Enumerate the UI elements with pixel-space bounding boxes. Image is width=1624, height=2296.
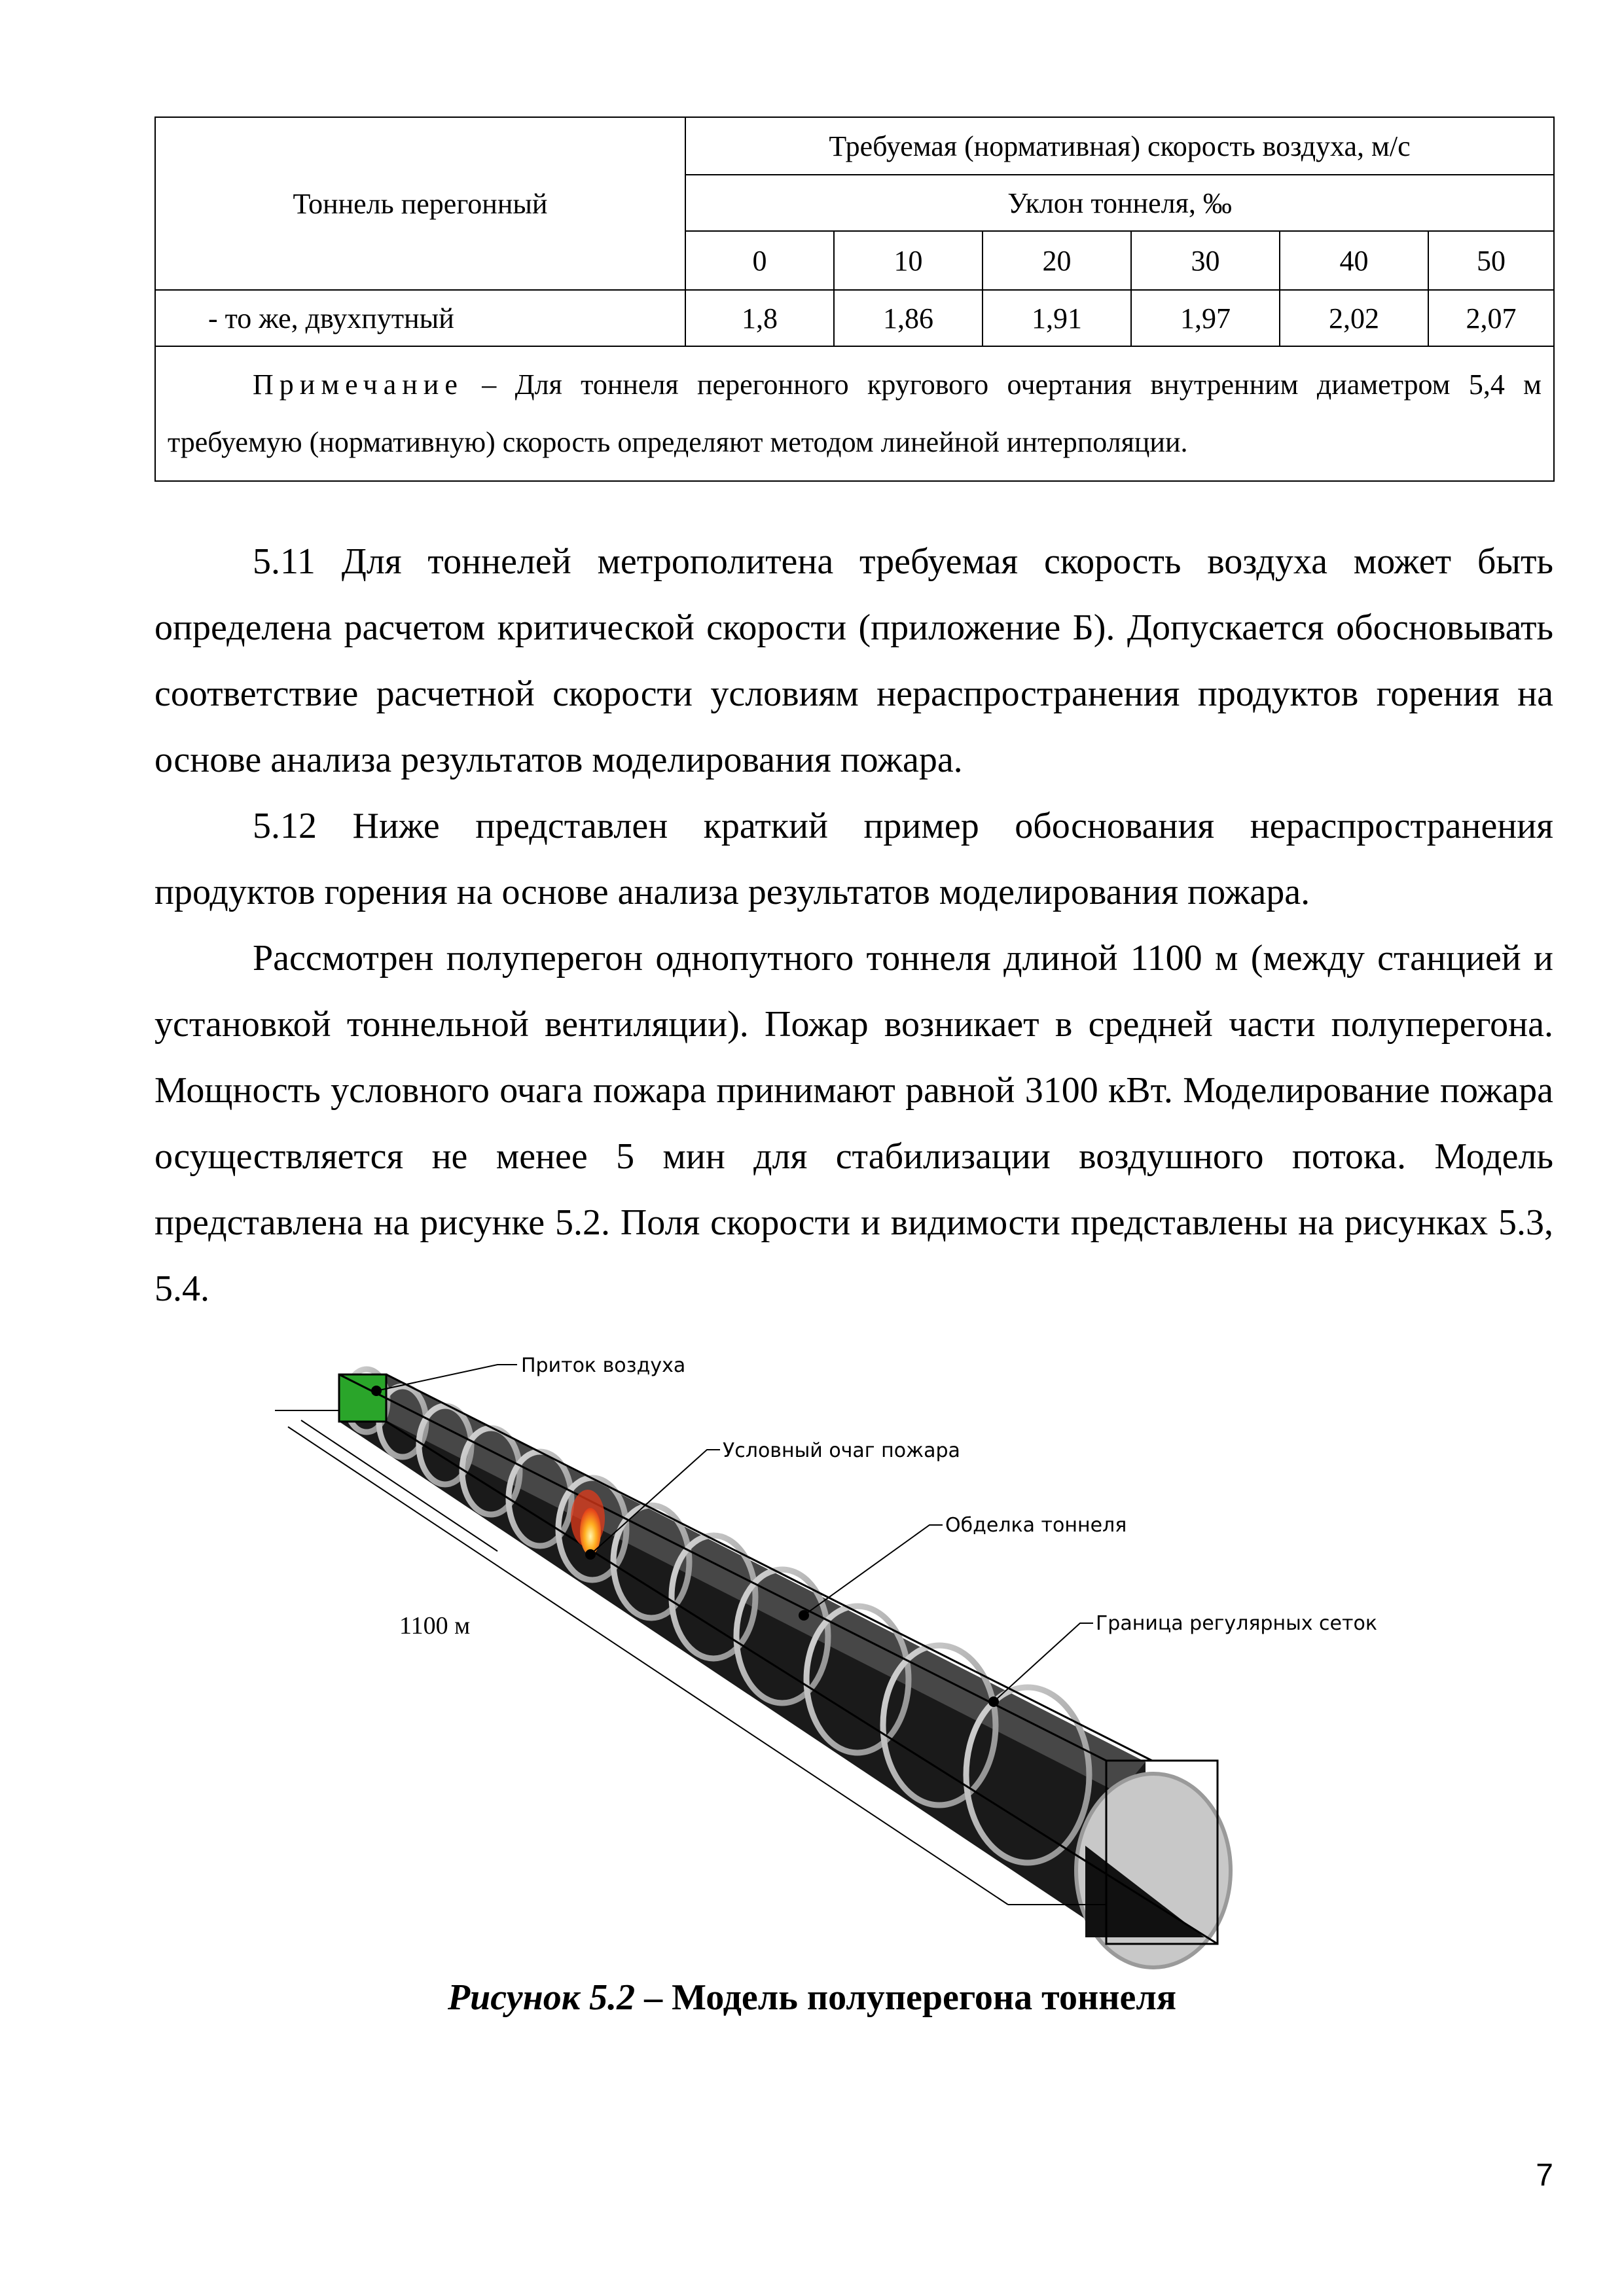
value-cell: 1,97 xyxy=(1131,290,1280,346)
tunnel-model-drawing xyxy=(262,1335,1440,1990)
slope-cell: 30 xyxy=(1131,231,1280,290)
row-label: - то же, двухпутный xyxy=(155,290,685,346)
value-cell: 2,07 xyxy=(1428,290,1554,346)
label-air-inflow: Приток воздуха xyxy=(521,1354,686,1377)
note-label: Примечание xyxy=(253,368,463,401)
value-cell: 1,91 xyxy=(983,290,1131,346)
slope-cell: 20 xyxy=(983,231,1131,290)
tunnel-model-figure xyxy=(262,1335,1440,1990)
slope-header: Уклон тоннеля, ‰ xyxy=(685,175,1554,231)
label-fire-source: Условный очаг пожара xyxy=(723,1439,960,1462)
air-inflow-box xyxy=(339,1374,386,1422)
label-length: 1100 м xyxy=(399,1612,471,1640)
slope-cell: 10 xyxy=(834,231,983,290)
slope-cell: 40 xyxy=(1280,231,1428,290)
table-note xyxy=(155,346,1554,481)
figure-caption xyxy=(0,1977,1624,2018)
value-cell: 1,8 xyxy=(685,290,834,346)
paragraph-5-11: 5.11 Для тоннелей метрополитена требуемая скорость воздуха может быть определена расчетом критической скорости (приложение Б). Допускается обосновывать соответствие расчетной скорости условиям нераспространения продуктов горения на основе анализа результатов моделирования пожара. xyxy=(154,541,1553,780)
label-mesh-boundary: Граница регулярных сеток xyxy=(1096,1612,1377,1635)
tunnel-top-shade xyxy=(339,1374,1146,1793)
value-cell: 2,02 xyxy=(1280,290,1428,346)
paragraph-model-description: Рассмотрен полуперегон однопутного тоннеля длиной 1100 м (между станцией и установкой тоннельной вентиляции). Пожар возникает в средней части полуперегона. Мощность условного очага пожара принимают равной 3100 кВт. Моделирование пожара осуществляется не менее 5 мин для стабилизации воздушного потока. Модель представлена на рисунке 5.2. Поля скорости и видимости представлены на рисунках 5.3, 5.4. xyxy=(154,938,1553,1309)
caption-number: Рисунок 5.2 xyxy=(447,1977,636,2018)
air-speed-table xyxy=(154,117,1555,482)
value-cell: 1,86 xyxy=(834,290,983,346)
row-header: Тоннель перегонный xyxy=(155,117,685,290)
label-tunnel-lining: Обделка тоннеля xyxy=(945,1514,1127,1537)
note-text: – Для тоннеля перегонного кругового очертания внутренним диаметром 5,4 м требуемую (нормативную) скорость определяют методом линейной интерполяции. xyxy=(168,368,1542,458)
slope-cell: 0 xyxy=(685,231,834,290)
speed-header: Требуемая (нормативная) скорость воздуха, м/с xyxy=(685,117,1554,175)
slope-cell: 50 xyxy=(1428,231,1554,290)
caption-text: – Модель полуперегона тоннеля xyxy=(635,1977,1177,2018)
paragraph-5-12: 5.12 Ниже представлен краткий пример обоснования нераспространения продуктов горения на основе анализа результатов моделирования пожара. xyxy=(154,806,1553,912)
page-number: 7 xyxy=(1536,2158,1553,2193)
